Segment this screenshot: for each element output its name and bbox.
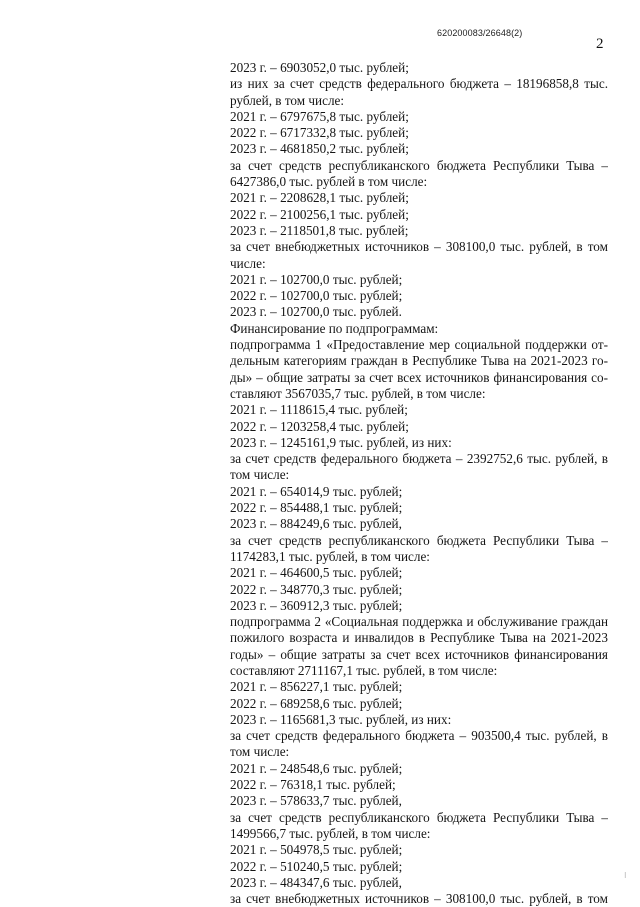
text-line: за счет средств республиканского бюджета Республики Тыва –	[230, 532, 608, 548]
text-line: 2022 г. – 1203258,4 тыс. рублей;	[230, 418, 409, 434]
text-line: том числе:	[230, 467, 290, 483]
text-line: 2023 г. – 1245161,9 тыс. рублей, из них:	[230, 434, 452, 450]
text-line: 2022 г. – 854488,1 тыс. рублей;	[230, 500, 403, 516]
text-line: 2022 г. – 689258,6 тыс. рублей;	[230, 695, 403, 711]
text-line: за счет средств республиканского бюджета Республики Тыва –	[230, 157, 608, 173]
text-line: 2021 г. – 248548,6 тыс. рублей;	[230, 760, 403, 776]
text-line: Финансирование по подпрограммам:	[230, 320, 439, 336]
text-line: 2021 г. – 102700,0 тыс. рублей;	[230, 271, 403, 287]
text-line: 2022 г. – 2100256,1 тыс. рублей;	[230, 206, 409, 222]
text-line: за счет средств республиканского бюджета Республики Тыва –	[230, 809, 608, 825]
text-line: за счет внебюджетных источников – 308100,0 тыс. рублей, в том	[230, 239, 608, 255]
document-id: 620200083/26648(2)	[437, 28, 523, 38]
text-line: 2021 г. – 1118615,4 тыс. рублей;	[230, 402, 408, 418]
text-line: 1499566,7 тыс. рублей, в том числе:	[230, 825, 431, 841]
text-line: 2022 г. – 348770,3 тыс. рублей;	[230, 581, 403, 597]
text-line: 1174283,1 тыс. рублей, в том числе:	[230, 548, 430, 564]
page-number: 2	[596, 36, 604, 52]
text-line: 2021 г. – 654014,9 тыс. рублей;	[230, 483, 403, 499]
text-line: за счет средств федерального бюджета – 2392752,6 тыс. рублей, в	[230, 451, 608, 467]
text-line: 2022 г. – 510240,5 тыс. рублей;	[230, 858, 403, 874]
text-line: 2023 г. – 484347,6 тыс. рублей,	[230, 874, 402, 890]
text-line: дельным категориям граждан в Республике Тыва на 2021-2023 го-	[230, 353, 608, 369]
text-line: годы» – общие затраты за счет всех источников финансирования	[230, 646, 608, 662]
scan-edge-mark: ⁝	[624, 871, 627, 880]
text-line: 2021 г. – 2208628,1 тыс. рублей;	[230, 190, 409, 206]
text-line: 2021 г. – 856227,1 тыс. рублей;	[230, 679, 403, 695]
text-line: 2022 г. – 102700,0 тыс. рублей;	[230, 288, 403, 304]
text-line: 2023 г. – 884249,6 тыс. рублей,	[230, 516, 402, 532]
text-line: 2023 г. – 102700,0 тыс. рублей.	[230, 304, 402, 320]
text-line: 2023 г. – 578633,7 тыс. рублей,	[230, 793, 402, 809]
text-line: 2023 г. – 1165681,3 тыс. рублей, из них:	[230, 711, 452, 727]
text-line: числе:	[230, 255, 266, 271]
text-line: за счет средств федерального бюджета – 903500,4 тыс. рублей, в	[230, 728, 608, 744]
text-line: 2023 г. – 6903052,0 тыс. рублей;	[230, 60, 409, 75]
text-line: том числе:	[230, 744, 290, 760]
text-line: 2021 г. – 464600,5 тыс. рублей;	[230, 565, 403, 581]
text-line: 2023 г. – 4681850,2 тыс. рублей;	[230, 141, 409, 157]
text-line: 2023 г. – 360912,3 тыс. рублей;	[230, 597, 403, 613]
document-body	[230, 60, 608, 907]
text-line: 2023 г. – 2118501,8 тыс. рублей;	[230, 222, 409, 238]
text-line: пожилого возраста и инвалидов в Республике Тыва на 2021-2023	[230, 630, 608, 646]
text-line: рублей, в том числе:	[230, 92, 345, 108]
text-line: 2022 г. – 76318,1 тыс. рублей;	[230, 777, 396, 793]
text-line: 6427386,0 тыс. рублей в том числе:	[230, 174, 428, 190]
text-line: из них за счет средств федерального бюджета – 18196858,8 тыс.	[230, 76, 608, 92]
text-line: 2021 г. – 504978,5 тыс. рублей;	[230, 842, 403, 858]
text-line: за счет внебюджетных источников – 308100,0 тыс. рублей, в том	[230, 891, 608, 907]
text-line: подпрограмма 2 «Социальная поддержка и обслуживание граждан	[230, 614, 608, 630]
text-line: ды» – общие затраты за счет всех источников финансирования со-	[230, 369, 608, 385]
text-line: составляют 2711167,1 тыс. рублей, в том числе:	[230, 662, 498, 678]
text-line: подпрограмма 1 «Предоставление мер социальной поддержки от-	[230, 337, 608, 353]
text-line: 2021 г. – 6797675,8 тыс. рублей;	[230, 108, 409, 124]
text-line: ставляют 3567035,7 тыс. рублей, в том числе:	[230, 385, 486, 401]
text-line: 2022 г. – 6717332,8 тыс. рублей;	[230, 125, 409, 141]
